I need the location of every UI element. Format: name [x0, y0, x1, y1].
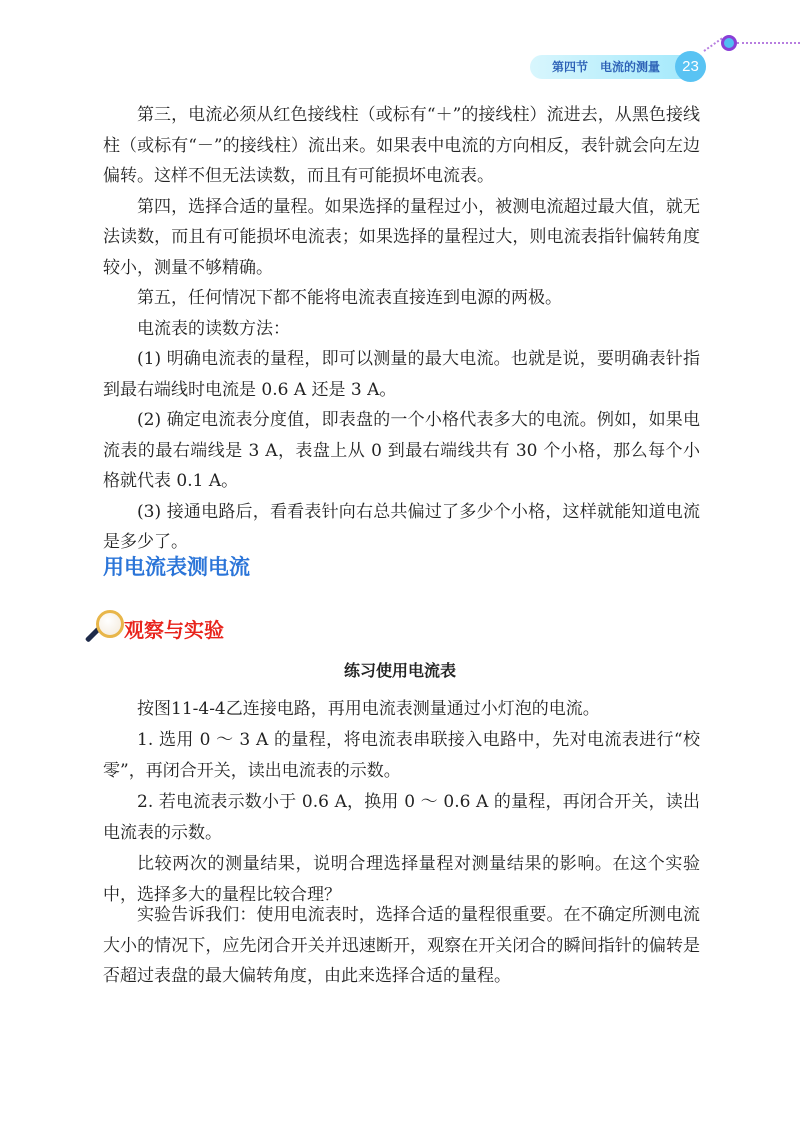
paragraph: 实验告诉我们：使用电流表时，选择合适的量程很重要。在不确定所测电流大小的情况下，应先闭合开关并迅速断开，观察在开关闭合的瞬间指针的偏转是否超过表盘的最大偏转角度，由此来选择合适的量程。 — [103, 905, 700, 986]
experiment-text — [103, 694, 700, 911]
paragraph: (2) 确定电流表分度值，即表盘的一个小格代表多大的电流。例如，如果电流表的最右端线是 3 A，表盘上从 0 到最右端线共有 30 个小格，那么每个小格就代表 0.1 A。 — [103, 410, 700, 491]
experiment-title: 练习使用电流表 — [343, 661, 456, 680]
paragraph: 比较两次的测量结果，说明合理选择量程对测量结果的影响。在这个实验中，选择多大的量程比较合理？ — [103, 854, 700, 905]
paragraph: 按图11-4-4乙连接电路，再用电流表测量通过小灯泡的电流。 — [137, 699, 600, 719]
logo-text: 观察与实验 — [124, 618, 224, 642]
paragraph: 第五，任何情况下都不能将电流表直接连到电源的两极。 — [137, 288, 562, 308]
section-title: 用电流表测电流 — [103, 555, 250, 579]
paragraph: 1. 选用 0 ～ 3 A 的量程，将电流表串联接入电路中，先对电流表进行“校零”，再闭合开关，读出电流表的示数。 — [103, 730, 700, 781]
magnifier-icon — [96, 610, 124, 638]
paragraph: 2. 若电流表示数小于 0.6 A，换用 0 ～ 0.6 A 的量程，再闭合开关，读出电流表的示数。 — [103, 792, 700, 843]
paragraph: (1) 明确电流表的量程，即可以测量的最大电流。也就是说，要明确表针指到最右端线时电流是 0.6 A 还是 3 A。 — [103, 349, 700, 400]
paragraph: 第四，选择合适的量程。如果选择的量程过小，被测电流超过最大值，就无法读数，而且有可能损坏电流表；如果选择的量程过大，则电流表指针偏转角度较小，测量不够精确。 — [103, 196, 700, 278]
paragraph: (3) 接通电路后，看看表针向右总共偏过了多少个小格，这样就能知道电流是多少了。 — [103, 501, 700, 552]
decorative-dotted-line — [737, 42, 800, 44]
paragraph: 第三，电流必须从红色接线柱（或标有“＋”的接线柱）流进去，从黑色接线柱（或标有“－”的接线柱）流出来。如果表中电流的方向相反，表针就会向左边偏转。这样不但无法读数，而且有可能损坏电流表。 — [103, 105, 700, 186]
body-text-top — [103, 100, 700, 558]
paragraph: 电流表的读数方法： — [137, 318, 290, 339]
observe-experiment-logo — [86, 608, 286, 644]
decorative-dotted-line — [703, 38, 722, 52]
decorative-ring-icon — [721, 35, 737, 51]
conclusion-text — [103, 900, 700, 992]
page-number: 23 — [675, 51, 706, 82]
section-label: 第四节 电流的测量 — [552, 60, 661, 74]
